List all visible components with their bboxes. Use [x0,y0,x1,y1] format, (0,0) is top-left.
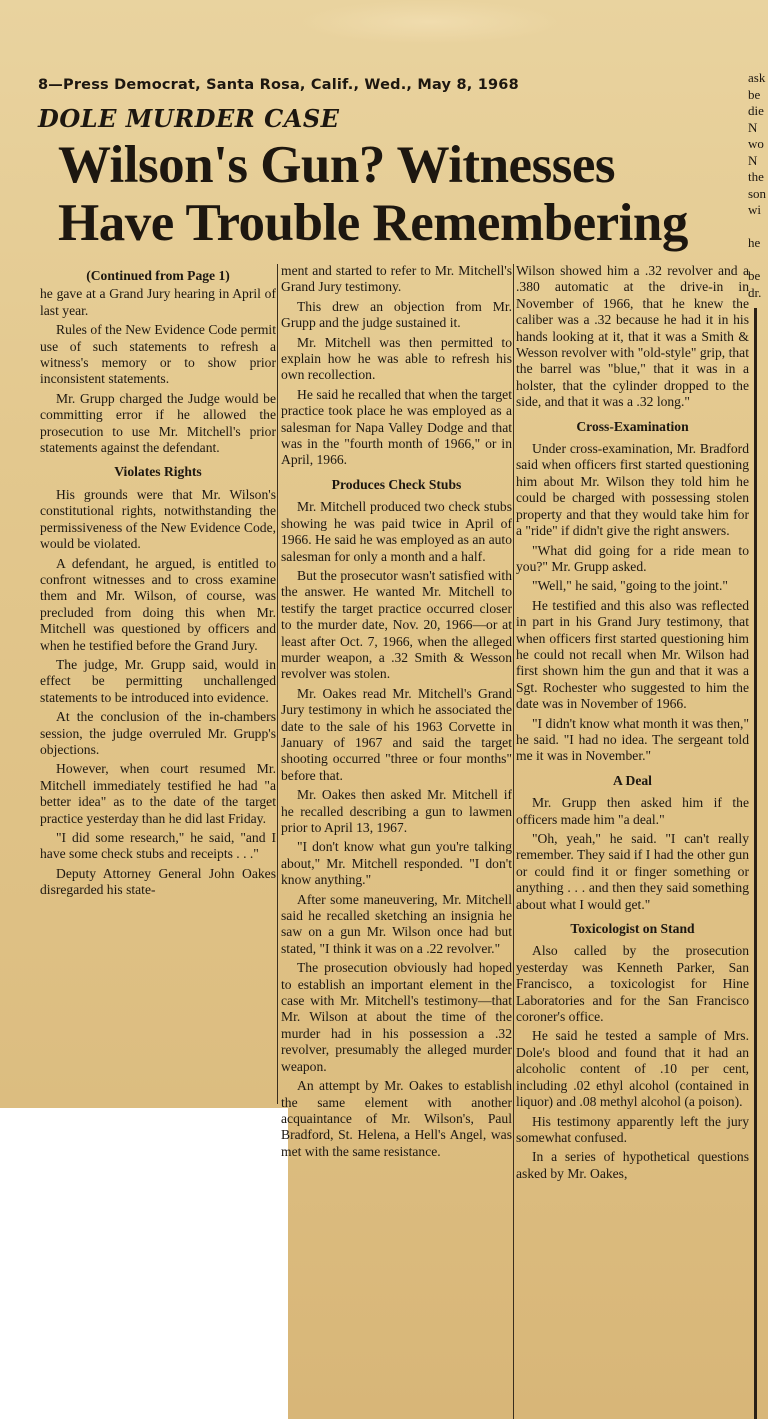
headline [58,136,748,252]
edge-fragment [748,252,768,269]
subhead: Violates Rights [114,464,202,480]
edge-fragment [748,219,768,236]
subhead: Cross-Examination [576,418,689,434]
edge-fragment: N [748,119,758,135]
paragraph: But the prosecutor wasn't satisfied with the answer. He wanted Mr. Mitchell to testify the target practice occurred closer to the murder date, Nov. 20, 1966—or at least after Oct. 7, 1966, when the alleged murder weapon, a .32 Smith & Wesson revolver was stolen. [281,567,512,682]
paragraph: Mr. Oakes then asked Mr. Mitchell if he recalled describing a gun to lawmen prior to April 13, 1967. [281,787,512,835]
edge-fragment: son [748,185,767,201]
subhead: Produces Check Stubs [331,476,462,492]
paragraph: His grounds were that Mr. Wilson's constitutional rights, notwithstanding the permissiveness of the New Evidence Code, would be violated. [40,486,276,552]
paragraph: Wilson showed him a .32 revolver and a .380 automatic at the drive-in in November of 1966, that he knew the caliber was a .32 because he had it in his hands looking at it, that it was a Smith & Wesson revolver with "old-style" grip, that the barrel was "blue," that it was in a holster, that the cylinder dropped to the side, and that it was a .32 long." [516,263,749,410]
edge-fragment: ask [748,70,766,85]
paragraph: Also called by the prosecution yesterday was Kenneth Parker, San Francisco, a toxicologist for Hine Laboratories and for the San Francisco coroner's office. [516,943,749,1025]
paragraph: Mr. Mitchell was then permitted to explain how he was able to refresh his own recollection. [281,334,512,383]
paragraph: A defendant, he argued, is entitled to confront witnesses and to cross examine them and Mr. Wilson, of course, was precluded from doing this when Mr. Mitchell was questioned by officers and when he testified before the Grand Jury. [40,555,276,653]
paragraph: An attempt by Mr. Oakes to establish the same element with another acquaintance of Mr. Wilson's, Paul Bradford, St. Helena, a Hell's Angel, was met with the same resistance. [281,1078,512,1159]
headline-line-2: Have Trouble Remembering [58,194,688,252]
paragraph: His testimony apparently left the jury somewhat confused. [516,1113,749,1145]
paragraph: Mr. Oakes read Mr. Mitchell's Grand Jury testimony in which he associated the date to the sale of his 1963 Corvette in January of 1967 and said the target shooting occurred "three or four months" before that. [281,685,512,783]
paragraph: Mr. Grupp then asked him if the officers made him "a deal." [516,795,749,827]
continued-line: (Continued from Page 1) [86,268,230,283]
column-rule [513,264,514,1419]
paragraph: ment and started to refer to Mr. Mitchell's Grand Jury testimony. [281,263,512,295]
paragraph: Rules of the New Evidence Code permit use of such statements to refresh a witness's memory or to show prior inconsistent statements. [40,322,276,387]
paragraph: This drew an objection from Mr. Grupp and the judge sustained it. [281,298,512,331]
paragraph: "What did going for a ride mean to you?" Mr. Grupp asked. [516,542,749,574]
subhead: A Deal [613,772,652,788]
paragraph: he gave at a Grand Jury hearing in April of last year. [40,286,276,318]
paragraph: The judge, Mr. Grupp said, would in effect be permitting unchallenged statements to be introduced into evidence. [40,656,276,705]
tape-stain [300,0,560,44]
paragraph: He said he recalled that when the target practice took place he was employed as a salesman for Napa Valley Dodge and that was in the "fourth month of 1966," or in April, 1966. [281,386,512,468]
dateline: 8—Press Democrat, Santa Rosa, Calif., Wed., May 8, 1968 [38,77,519,93]
column-rule [277,264,278,1104]
paragraph: In a series of hypothetical questions asked by Mr. Oakes, [516,1149,749,1181]
article-column-2 [281,263,512,1419]
adjacent-column-fragment [748,70,768,300]
paragraph: He testified and this also was reflected in part in his Grand Jury testimony, that when officers first started questioning him he could not recall when Mr. Wilson had first shown him the gun and that it was a Sgt. Rochester who suggested to him the date was in November of 1966. [516,597,749,712]
article-column-3 [516,263,749,1419]
edge-fragment: wo [748,136,764,151]
paragraph: At the conclusion of the in-chambers session, the judge overruled Mr. Grupp's objections. [40,709,276,757]
paragraph: "I didn't know what month it was then," he said. "I had no idea. The sergeant told me it was in November." [516,715,749,764]
paragraph: "Well," he said, "going to the joint." [532,578,728,594]
column-rule [754,308,757,1419]
paragraph: "I did some research," he said, "and I have some check stubs and receipts . . ." [40,830,276,862]
edge-fragment: N [748,152,758,168]
article-column-1 [40,268,276,1104]
paragraph: "I don't know what gun you're talking about," Mr. Mitchell responded. "I don't know anything." [281,839,512,888]
paragraph: The prosecution obviously had hoped to establish an important element in the case with Mr. Mitchell's testimony—that Mr. Wilson at about the time of the murder had in his possession a .32 revolver, presumably the alleged murder weapon. [281,960,512,1074]
paragraph: Mr. Mitchell produced two check stubs showing he was paid twice in April of 1966. He said he was employed as an auto salesman for only a month and a half. [281,499,512,564]
paragraph: Under cross-examination, Mr. Bradford said when officers first started questioning him about Mr. Wilson they told him he could be charged with possessing stolen property and that they would take him for a "ride" if didn't give the right answers. [516,441,749,539]
edge-fragment: die [748,103,764,118]
paragraph: "Oh, yeah," he said. "I can't really remember. They said if I had the other gun or could find it or finger something or anything . . . and then they said something about what I would get." [516,831,749,912]
edge-fragment: the [748,169,764,184]
edge-fragment: he [748,235,761,250]
paragraph: Mr. Grupp charged the Judge would be committing error if he allowed the prosecution to use Mr. Mitchell's prior statements against the defendant. [40,390,276,456]
headline-line-1: Wilson's Gun? Witnesses [58,136,615,194]
subhead: Toxicologist on Stand [570,921,695,937]
paragraph: He said he tested a sample of Mrs. Dole's blood and found that it had an alcoholic content of .10 per cent, including .02 ethyl alcohol (contained in liquor) and .08 methyl alcohol (a poison). [516,1028,749,1110]
paragraph: However, when court resumed Mr. Mitchell immediately testified he had "a better idea" as to the date of the target practice yesterday than he did last Friday. [40,761,276,826]
edge-fragment: be [748,86,761,102]
section-kicker: DOLE MURDER CASE [38,104,340,133]
edge-fragment: be [748,268,761,283]
paragraph: After some maneuvering, Mr. Mitchell said he recalled sketching an insignia he saw on a gun Mr. Wilson once had but stated, "I think it was on a .22 revolver." [281,891,512,956]
edge-fragment: dr. [748,284,762,300]
paragraph: Deputy Attorney General John Oakes disregarded his state- [40,865,276,898]
edge-fragment: wi [748,202,761,217]
